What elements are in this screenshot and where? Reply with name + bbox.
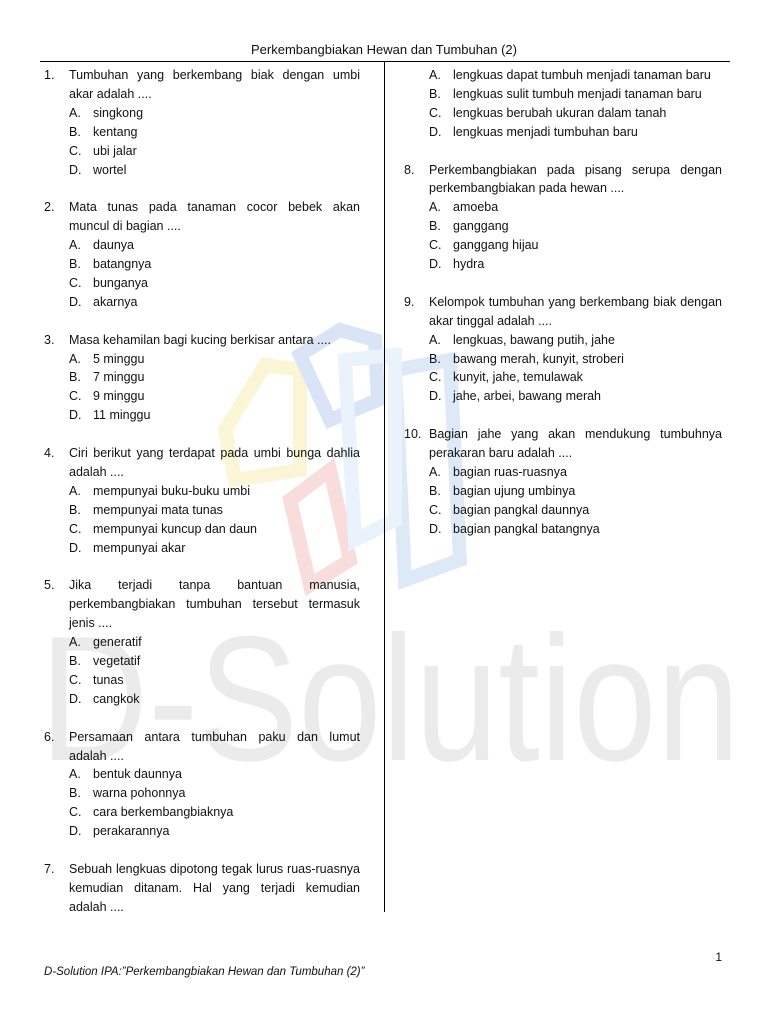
question-text: Masa kehamilan bagi kucing berkisar antara .... bbox=[69, 332, 331, 347]
option-b bbox=[44, 652, 360, 671]
column-divider bbox=[384, 62, 385, 912]
page-title: Perkembangbiakan Hewan dan Tumbuhan (2) bbox=[251, 42, 517, 57]
option-letter: D. bbox=[69, 294, 82, 309]
option-letter: B. bbox=[429, 483, 441, 498]
option-letter: A. bbox=[69, 238, 81, 253]
question-number: 10. bbox=[404, 427, 422, 442]
option-letter: A. bbox=[429, 464, 441, 479]
option-letter: C. bbox=[69, 389, 82, 404]
option-d bbox=[44, 293, 360, 312]
option-a bbox=[44, 236, 360, 255]
option-text: singkong bbox=[93, 105, 144, 120]
option-d bbox=[44, 690, 360, 709]
option-letter: D. bbox=[429, 124, 442, 139]
option-a bbox=[44, 104, 360, 123]
option-text: 5 minggu bbox=[93, 351, 145, 366]
option-text: perakarannya bbox=[93, 824, 170, 839]
question-number: 6. bbox=[44, 729, 55, 744]
option-letter: A. bbox=[69, 767, 81, 782]
option-c bbox=[404, 368, 722, 387]
option-d bbox=[44, 161, 360, 180]
option-c bbox=[44, 520, 360, 539]
option-text: kentang bbox=[93, 124, 138, 139]
option-text: bagian pangkal daunnya bbox=[453, 502, 590, 517]
option-d bbox=[404, 387, 722, 406]
option-letter: D. bbox=[429, 389, 442, 404]
question-3 bbox=[44, 331, 360, 426]
option-b bbox=[44, 255, 360, 274]
question-8 bbox=[404, 161, 722, 274]
option-letter: B. bbox=[429, 351, 441, 366]
option-c bbox=[404, 104, 722, 123]
question-text: Tumbuhan yang berkembang biak dengan umbi akar adalah .... bbox=[69, 68, 360, 101]
option-a bbox=[404, 463, 722, 482]
footer-text: D-Solution IPA:”Perkembangbiakan Hewan dan Tumbuhan (2)” bbox=[44, 966, 365, 978]
option-text: lengkuas dapat tumbuh menjadi tanaman baru bbox=[453, 68, 711, 82]
option-letter: A. bbox=[69, 105, 81, 120]
question-10 bbox=[404, 425, 722, 538]
option-text: ubi jalar bbox=[93, 143, 137, 158]
option-c bbox=[44, 274, 360, 293]
option-b bbox=[404, 85, 722, 104]
question-number: 9. bbox=[404, 294, 415, 309]
question-number: 3. bbox=[44, 332, 55, 347]
option-letter: C. bbox=[429, 370, 442, 385]
question-text: Jika terjadi tanpa bantuan manusia, perkembangbiakan tumbuhan tersebut termasuk jenis .... bbox=[69, 578, 360, 631]
option-text: mempunyai mata tunas bbox=[93, 502, 223, 517]
option-d bbox=[44, 539, 360, 558]
question-text: Perkembangbiakan pada pisang serupa dengan perkembangbiakan pada hewan .... bbox=[429, 162, 722, 196]
option-a bbox=[404, 198, 722, 217]
option-b bbox=[44, 501, 360, 520]
option-letter: C. bbox=[69, 275, 82, 290]
question-number: 1. bbox=[44, 68, 55, 82]
option-letter: D. bbox=[69, 824, 82, 839]
option-text: 11 minggu bbox=[93, 408, 151, 423]
page-number: 1 bbox=[715, 950, 722, 964]
option-letter: C. bbox=[69, 521, 82, 536]
question-text: Persamaan antara tumbuhan paku dan lumut adalah .... bbox=[69, 729, 360, 763]
option-a bbox=[44, 765, 360, 784]
option-text: bagian pangkal batangnya bbox=[453, 521, 600, 536]
option-b bbox=[44, 123, 360, 142]
option-letter: B. bbox=[69, 257, 81, 272]
option-text: hydra bbox=[453, 257, 485, 272]
option-b bbox=[404, 482, 722, 501]
option-letter: B. bbox=[429, 219, 441, 234]
question-1 bbox=[44, 66, 360, 179]
question-text: Bagian jahe yang akan mendukung tumbuhnya perakaran baru adalah .... bbox=[429, 427, 722, 461]
option-text: mempunyai buku-buku umbi bbox=[93, 483, 251, 498]
option-text: jahe, arbei, bawang merah bbox=[453, 389, 602, 404]
option-text: bunganya bbox=[93, 275, 148, 290]
option-text: lengkuas, bawang putih, jahe bbox=[453, 332, 615, 347]
option-d bbox=[44, 822, 360, 841]
option-letter: A. bbox=[429, 68, 441, 82]
option-text: mempunyai kuncup dan daun bbox=[93, 521, 258, 536]
option-b bbox=[404, 350, 722, 369]
option-letter: A. bbox=[429, 200, 441, 215]
option-letter: B. bbox=[69, 786, 81, 801]
option-text: ganggang hijau bbox=[453, 238, 539, 253]
option-c bbox=[44, 142, 360, 161]
option-letter: D. bbox=[69, 691, 82, 706]
question-text: Sebuah lengkuas dipotong tegak lurus ruas-ruasnya kemudian ditanam. Hal yang terjadi kemudian adalah .... bbox=[69, 861, 360, 914]
question-number: 2. bbox=[44, 200, 55, 215]
option-c bbox=[404, 501, 722, 520]
option-letter: B. bbox=[69, 124, 81, 139]
question-number: 7. bbox=[44, 861, 55, 876]
option-letter: A. bbox=[429, 332, 441, 347]
option-a bbox=[44, 482, 360, 501]
option-text: lengkuas berubah ukuran dalam tanah bbox=[453, 105, 667, 120]
option-letter: B. bbox=[69, 654, 81, 669]
option-letter: C. bbox=[429, 502, 442, 517]
question-7 bbox=[44, 860, 360, 917]
option-a bbox=[44, 633, 360, 652]
question-number: 8. bbox=[404, 162, 415, 177]
option-b bbox=[44, 368, 360, 387]
question-6 bbox=[44, 728, 360, 841]
option-d bbox=[404, 123, 722, 142]
option-c bbox=[44, 671, 360, 690]
question-number: 4. bbox=[44, 446, 55, 461]
option-text: warna pohonnya bbox=[93, 786, 186, 801]
option-letter: C. bbox=[69, 143, 82, 158]
option-c bbox=[44, 803, 360, 822]
option-a bbox=[404, 331, 722, 350]
option-d bbox=[44, 406, 360, 425]
option-b bbox=[404, 217, 722, 236]
question-number: 5. bbox=[44, 578, 55, 593]
option-text: cara berkembangbiaknya bbox=[93, 805, 234, 820]
question-7-options bbox=[404, 66, 722, 142]
question-4 bbox=[44, 444, 360, 557]
option-c bbox=[44, 387, 360, 406]
option-letter: A. bbox=[69, 351, 81, 366]
option-text: bentuk daunnya bbox=[93, 767, 182, 782]
question-text: Kelompok tumbuhan yang berkembang biak dengan akar tinggal adalah .... bbox=[429, 294, 722, 328]
option-letter: C. bbox=[69, 672, 82, 687]
option-text: cangkok bbox=[93, 691, 140, 706]
option-letter: B. bbox=[429, 86, 441, 101]
option-letter: A. bbox=[69, 483, 81, 498]
option-letter: C. bbox=[429, 238, 442, 253]
option-text: bagian ujung umbinya bbox=[453, 483, 576, 498]
option-text: batangnya bbox=[93, 257, 152, 272]
option-c bbox=[404, 236, 722, 255]
question-2 bbox=[44, 198, 360, 311]
question-9 bbox=[404, 293, 722, 406]
option-text: lengkuas menjadi tumbuhan baru bbox=[453, 124, 638, 139]
option-letter: C. bbox=[429, 105, 442, 120]
option-letter: D. bbox=[69, 540, 82, 555]
option-letter: B. bbox=[69, 370, 81, 385]
option-letter: D. bbox=[69, 162, 82, 177]
option-letter: D. bbox=[429, 521, 442, 536]
option-text: kunyit, jahe, temulawak bbox=[453, 370, 583, 385]
left-column bbox=[44, 66, 360, 936]
question-5 bbox=[44, 576, 360, 708]
option-text: 9 minggu bbox=[93, 389, 145, 404]
option-text: amoeba bbox=[453, 200, 499, 215]
option-a bbox=[44, 350, 360, 369]
header-divider bbox=[40, 61, 730, 62]
option-a bbox=[404, 66, 722, 85]
option-text: vegetatif bbox=[93, 654, 141, 669]
option-text: bagian ruas-ruasnya bbox=[453, 464, 567, 479]
option-letter: A. bbox=[69, 635, 81, 650]
option-d bbox=[404, 255, 722, 274]
option-text: akarnya bbox=[93, 294, 138, 309]
option-d bbox=[404, 520, 722, 539]
question-text: Ciri berikut yang terdapat pada umbi bunga dahlia adalah .... bbox=[69, 446, 360, 479]
watermark-text: D-Solution bbox=[40, 599, 740, 798]
right-column bbox=[404, 66, 722, 558]
option-text: wortel bbox=[93, 162, 127, 177]
option-text: mempunyai akar bbox=[93, 540, 186, 555]
option-letter: D. bbox=[69, 408, 82, 423]
option-text: 7 minggu bbox=[93, 370, 145, 385]
option-text: generatif bbox=[93, 635, 142, 650]
option-text: ganggang bbox=[453, 219, 509, 234]
option-text: daunya bbox=[93, 238, 135, 253]
option-letter: B. bbox=[69, 502, 81, 517]
question-text: Mata tunas pada tanaman cocor bebek akan muncul di bagian .... bbox=[69, 200, 360, 234]
option-text: lengkuas sulit tumbuh menjadi tanaman baru bbox=[453, 86, 702, 101]
option-b bbox=[44, 784, 360, 803]
option-text: tunas bbox=[93, 672, 124, 687]
option-letter: C. bbox=[69, 805, 82, 820]
option-letter: D. bbox=[429, 257, 442, 272]
option-text: bawang merah, kunyit, stroberi bbox=[453, 351, 624, 366]
